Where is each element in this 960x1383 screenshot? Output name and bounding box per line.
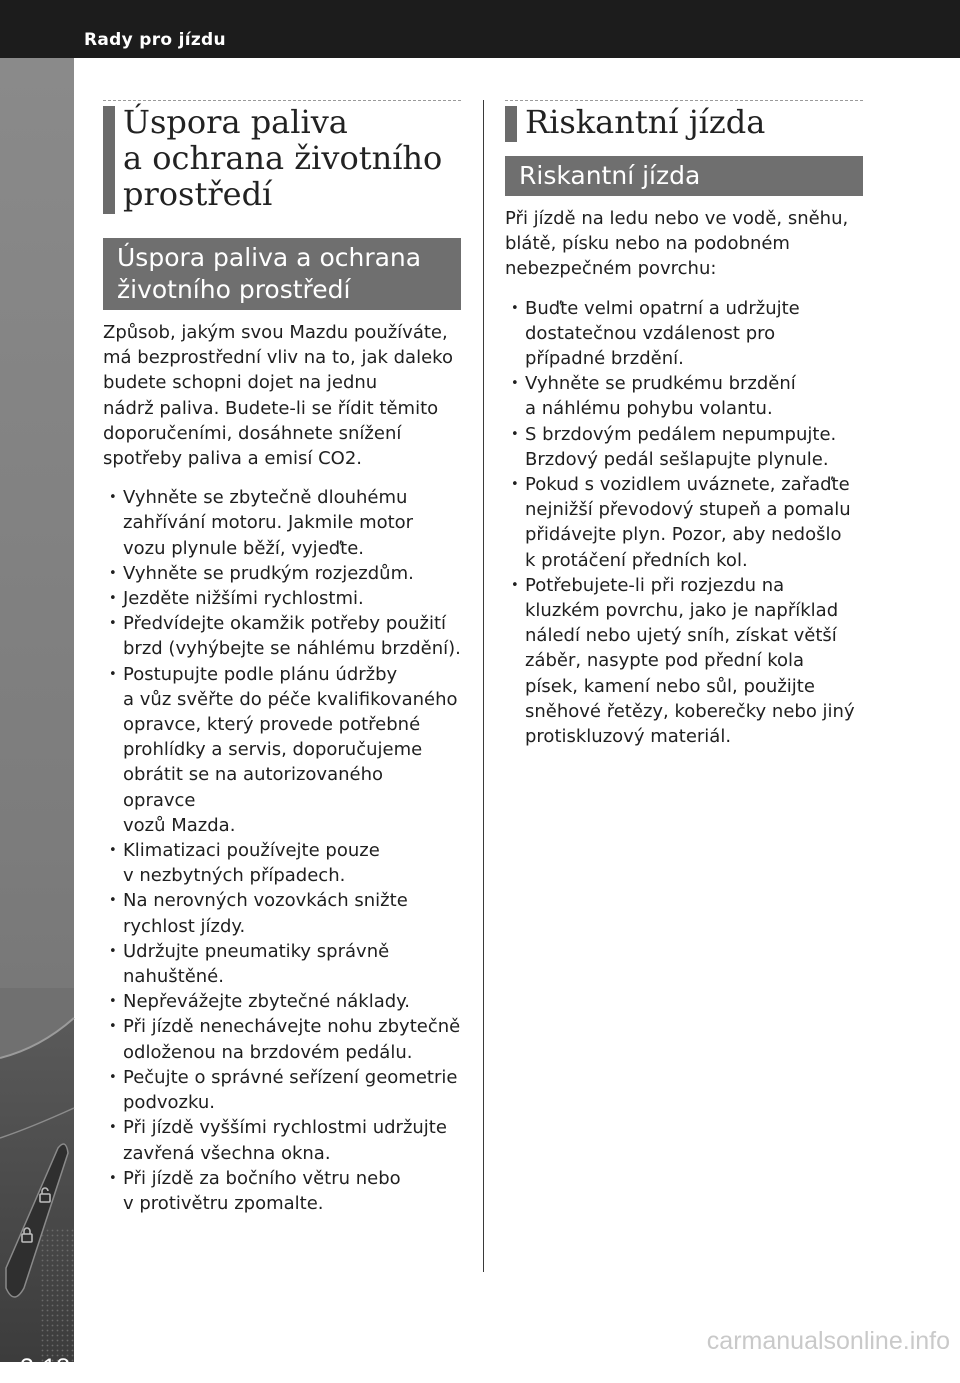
- bullet-item: [103, 1065, 461, 1115]
- bullet-item: [103, 939, 461, 989]
- bullet-line: a vůz svěřte do péče kvalifikovaného: [123, 688, 458, 710]
- bullet-line: zavřená všechna okna.: [123, 1142, 331, 1164]
- chapter-sidebar: [0, 58, 74, 1382]
- bullet-line: • Nepřevážejte zbytečné náklady.: [123, 991, 410, 1013]
- bullet-line: • Vyhněte se prudkému brzdění: [525, 373, 796, 395]
- section-heading-line: Úspora paliva a ochrana: [117, 243, 422, 272]
- bullet-item: [103, 485, 461, 561]
- bullet-item: [505, 472, 863, 573]
- running-header: [0, 0, 960, 58]
- top-rule: [505, 100, 863, 101]
- bullet-line: zahřívání motoru. Jakmile motor: [123, 512, 414, 534]
- bullet-line: • Buďte velmi opatrní a udržujte: [525, 297, 800, 319]
- bullet-line: případné brzdění.: [525, 348, 684, 370]
- bullet-item: [505, 371, 863, 421]
- bullet-line: • Vyhněte se zbytečně dlouhému: [123, 487, 408, 509]
- chapter-title-line: Riskantní jízda: [525, 103, 766, 141]
- intro-line: doporučeními, dosáhnete snížení: [103, 422, 402, 444]
- bullet-line: náledí nebo ujetý sníh, získat větší: [525, 625, 837, 647]
- intro-paragraph: [103, 320, 461, 471]
- bullet-line: sněhové řetězy, koberečky nebo jiný: [525, 700, 855, 722]
- intro-line: budete schopni dojet na jednu: [103, 372, 378, 394]
- watermark: carmanualsonline.info: [706, 1327, 950, 1355]
- bullet-line: protiskluzový materiál.: [525, 726, 732, 748]
- bullet-item: [103, 662, 461, 838]
- bullet-line: Brzdový pedál sešlapujte plynule.: [525, 448, 829, 470]
- top-rule: [103, 100, 461, 101]
- chapter-title: [103, 104, 461, 212]
- bullet-line: obrátit se na autorizovaného opravce: [123, 764, 383, 811]
- bullet-line: nahuštěné.: [123, 966, 224, 988]
- bullet-line: k protáčení předních kol.: [525, 549, 748, 571]
- bullet-line: opravce, který provede potřebné: [123, 714, 421, 736]
- bullet-line: • Vyhněte se prudkým rozjezdům.: [123, 562, 414, 584]
- column-divider: [483, 100, 484, 1272]
- bullet-line: • Potřebujete-li při rozjezdu na: [525, 574, 785, 596]
- bullet-line: kluzkém povrchu, jako je například: [525, 600, 839, 622]
- running-header-title: Rady pro jízdu: [84, 30, 226, 50]
- bullet-line: v nezbytných případech.: [123, 865, 346, 887]
- section-heading: [103, 238, 461, 310]
- bullet-line: záběr, nasypte pod přední kola: [525, 650, 805, 672]
- intro-line: Při jízdě na ledu nebo ve vodě, sněhu,: [505, 208, 849, 229]
- section-heading-line: Riskantní jízda: [519, 161, 701, 190]
- bullet-item: [103, 561, 461, 586]
- left-column: [103, 100, 461, 1216]
- bullet-line: vozů Mazda.: [123, 814, 236, 836]
- bullet-item: [103, 989, 461, 1014]
- bullet-line: • Na nerovných vozovkách snižte: [123, 890, 408, 912]
- bullet-line: brzd (vyhýbejte se náhlému brzdění).: [123, 638, 461, 660]
- bullet-line: odloženou na brzdovém pedálu.: [123, 1041, 413, 1063]
- bullet-line: • Při jízdě nenechávejte nohu zbytečně: [123, 1016, 461, 1038]
- bullet-line: • Pečujte o správné seřízení geometrie: [123, 1066, 458, 1088]
- bullet-line: • Při jízdě vyššími rychlostmi udržujte: [123, 1117, 447, 1139]
- bullet-item: [103, 1115, 461, 1165]
- intro-line: má bezprostřední vliv na to, jak daleko: [103, 347, 453, 369]
- bullet-line: písek, kamení nebo sůl, použijte: [525, 675, 815, 697]
- bullet-line: • Udržujte pneumatiky správně: [123, 940, 390, 962]
- bullet-line: • S brzdovým pedálem nepumpujte.: [525, 423, 837, 445]
- bullet-line: dostatečnou vzdálenost pro: [525, 322, 776, 344]
- bullet-line: v protivětru zpomalte.: [123, 1192, 324, 1214]
- intro-line: nebezpečném povrchu:: [505, 258, 717, 280]
- chapter-title: [505, 104, 863, 140]
- chapter-title-line: prostředí: [123, 175, 273, 213]
- bullet-line: prohlídky a servis, doporučujeme: [123, 739, 423, 761]
- chapter-title-line: Úspora paliva: [123, 103, 348, 141]
- intro-line: blátě, písku nebo na podobném: [505, 233, 790, 255]
- bullet-item: [505, 422, 863, 472]
- bullet-line: podvozku.: [123, 1092, 215, 1114]
- tips-list: [103, 485, 461, 1216]
- bullet-line: přidávejte plyn. Pozor, aby nedošlo: [525, 524, 842, 546]
- section-heading: [505, 156, 863, 196]
- right-column: [505, 100, 863, 749]
- bullet-line: • Pokud s vozidlem uváznete, zařaďte: [525, 474, 850, 496]
- bullet-item: [505, 296, 863, 372]
- bullet-item: [103, 888, 461, 938]
- bullet-line: • Předvídejte okamžik potřeby použití: [123, 613, 447, 635]
- chapter-title-line: a ochrana životního: [123, 139, 443, 177]
- bullet-item: [103, 1166, 461, 1216]
- bullet-item: [103, 611, 461, 661]
- intro-line: Způsob, jakým svou Mazdu používáte,: [103, 322, 448, 343]
- bullet-line: a náhlému pohybu volantu.: [525, 398, 773, 420]
- bullet-line: • Postupujte podle plánu údržby: [123, 663, 398, 685]
- bullet-line: • Při jízdě za bočního větru nebo: [123, 1167, 401, 1189]
- intro-line: nádrž paliva. Budete-li se řídit těmito: [103, 397, 439, 419]
- bullet-item: [103, 1014, 461, 1064]
- tips-list: [505, 296, 863, 750]
- bullet-item: [505, 573, 863, 749]
- bullet-line: • Jezděte nižšími rychlostmi.: [123, 588, 364, 610]
- intro-line: spotřeby paliva a emisí CO2.: [103, 448, 362, 470]
- bullet-line: nejnižší převodový stupeň a pomalu: [525, 499, 851, 521]
- bullet-line: • Klimatizaci používejte pouze: [123, 840, 380, 862]
- page-number: 3-18: [20, 1354, 71, 1382]
- bullet-item: [103, 586, 461, 611]
- bullet-line: rychlost jízdy.: [123, 915, 246, 937]
- door-lock-photo: [0, 988, 74, 1362]
- intro-paragraph: [505, 206, 863, 282]
- bullet-line: vozu plynule běží, vyjeďte.: [123, 537, 364, 559]
- section-heading-line: životního prostředí: [117, 275, 351, 304]
- bullet-item: [103, 838, 461, 888]
